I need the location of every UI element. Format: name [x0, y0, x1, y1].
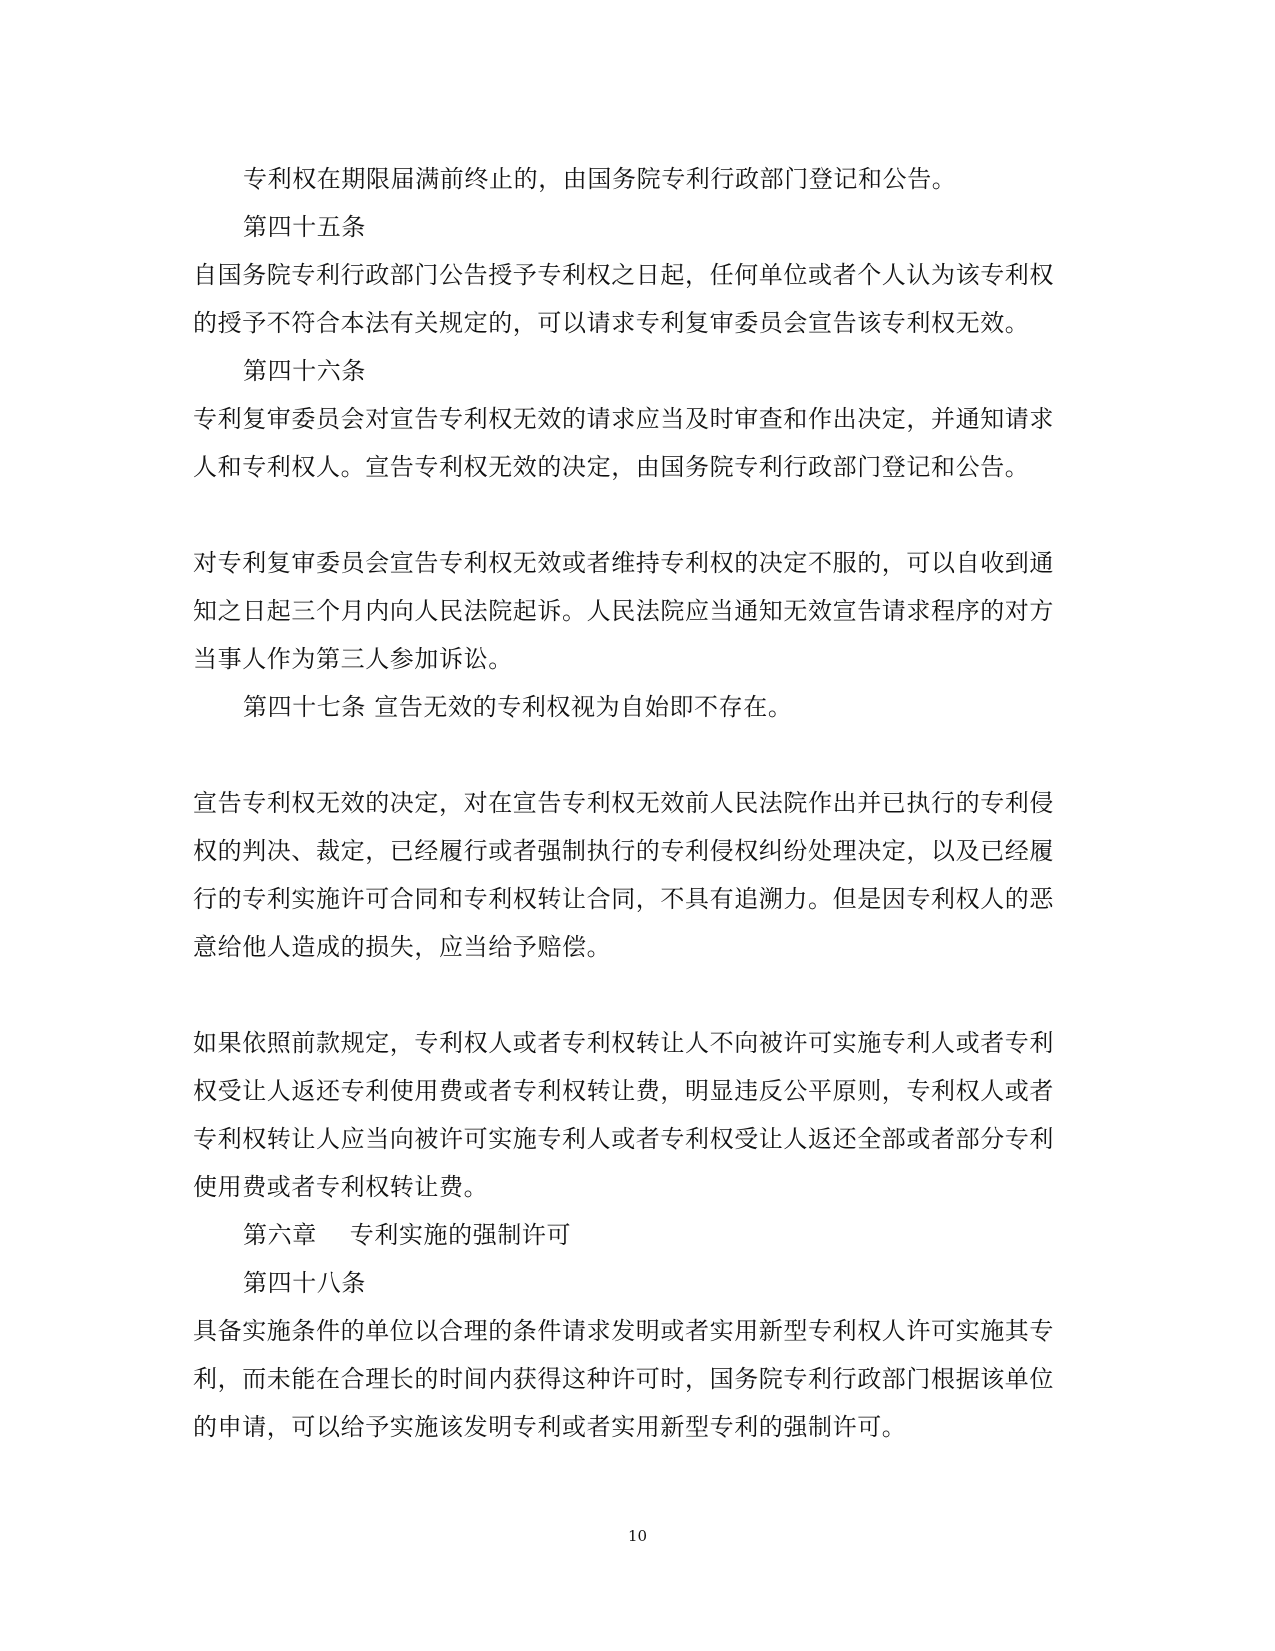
text-line: 意给他人造成的损失，应当给予赔偿。 — [193, 933, 612, 961]
text-line: 专利权在期限届满前终止的，由国务院专利行政部门登记和公告。 — [243, 165, 957, 193]
text-line: 宣告专利权无效的决定，对在宣告专利权无效前人民法院作出并已执行的专利侵 — [193, 789, 1054, 817]
article-heading: 第四十七条 宣告无效的专利权视为自始即不存在。 — [243, 693, 793, 721]
body-text — [193, 155, 1073, 1451]
text-line: 权受让人返还专利使用费或者专利权转让费，明显违反公平原则，专利权人或者 — [193, 1077, 1054, 1105]
text-line: 对专利复审委员会宣告专利权无效或者维持专利权的决定不服的，可以自收到通 — [193, 549, 1054, 577]
text-line: 使用费或者专利权转让费。 — [193, 1173, 489, 1201]
text-line: 的授予不符合本法有关规定的，可以请求专利复审委员会宣告该专利权无效。 — [193, 309, 1030, 337]
article-heading: 第四十八条 — [243, 1269, 366, 1297]
text-line: 的申请，可以给予实施该发明专利或者实用新型专利的强制许可。 — [193, 1413, 907, 1441]
text-line: 专利复审委员会对宣告专利权无效的请求应当及时审查和作出决定，并通知请求 — [193, 405, 1054, 433]
article-heading: 第四十六条 — [243, 357, 366, 385]
text-line: 专利权转让人应当向被许可实施专利人或者专利权受让人返还全部或者部分专利 — [193, 1125, 1054, 1153]
text-line: 当事人作为第三人参加诉讼。 — [193, 645, 513, 673]
text-line: 人和专利权人。宣告专利权无效的决定，由国务院专利行政部门登记和公告。 — [193, 453, 1030, 481]
text-line: 知之日起三个月内向人民法院起诉。人民法院应当通知无效宣告请求程序的对方 — [193, 597, 1054, 625]
text-line: 权的判决、裁定，已经履行或者强制执行的专利侵权纠纷处理决定，以及已经履 — [193, 837, 1054, 865]
chapter-heading: 第六章 专利实施的强制许可 — [243, 1221, 572, 1249]
article-heading: 第四十五条 — [243, 213, 366, 241]
text-line: 如果依照前款规定，专利权人或者专利权转让人不向被许可实施专利人或者专利 — [193, 1029, 1054, 1057]
text-line: 具备实施条件的单位以合理的条件请求发明或者实用新型专利权人许可实施其专 — [193, 1317, 1054, 1345]
paragraph-gap — [193, 731, 1073, 779]
text-line: 自国务院专利行政部门公告授予专利权之日起，任何单位或者个人认为该专利权 — [193, 261, 1054, 289]
text-line: 利，而未能在合理长的时间内获得这种许可时，国务院专利行政部门根据该单位 — [193, 1365, 1054, 1393]
text-line: 行的专利实施许可合同和专利权转让合同，不具有追溯力。但是因专利权人的恶 — [193, 885, 1054, 913]
page-number: 10 — [627, 1527, 648, 1545]
paragraph-gap — [193, 491, 1073, 539]
paragraph-gap — [193, 971, 1073, 1019]
